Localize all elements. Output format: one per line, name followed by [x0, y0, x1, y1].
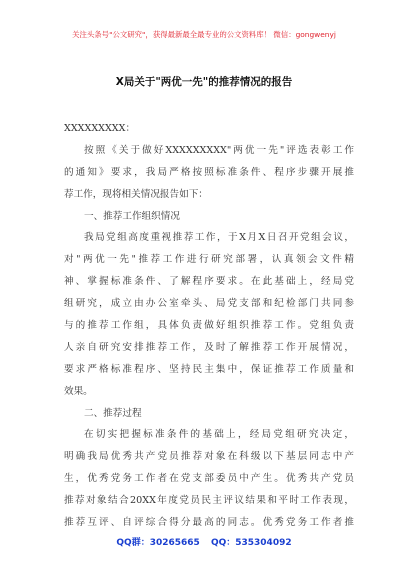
- body-line: 推荐互评、自评综合得分最高的同志。优秀党务工作者推: [64, 517, 354, 529]
- footer-contact: [0, 535, 408, 548]
- footer-qq: QQ：535304092: [210, 538, 292, 548]
- footer-qq-group: QQ群：30265665: [116, 538, 200, 548]
- section-heading: 二、推荐过程: [84, 407, 142, 419]
- document-body: [64, 118, 354, 534]
- body-line: 我局党组高度重视推荐工作，于X月X日召开党组会议，: [84, 232, 354, 244]
- body-line: 的通知》要求，我局严格按照标准条件、程序步骤开展推: [64, 166, 354, 178]
- body-line: 与的推荐工作组，具体负责做好组织推荐工作。党组负责: [64, 320, 354, 332]
- document-title: X局关于"两优一先"的推荐情况的报告: [115, 76, 293, 88]
- body-line: 推荐对象结合20XX年度党员民主评议结果和平时工作表现，: [64, 495, 354, 507]
- body-line: 生，优秀党务工作者在党支部委员中产生。优秀共产党员: [64, 473, 354, 485]
- body-line: 要求严格标准程序、坚持民主集中，保证推荐工作质量和: [64, 363, 354, 375]
- header-banner: 关注头条号"公文研究"，获得最新最全最专业的公文资料库！ 微信：gongwenyj: [72, 30, 336, 39]
- body-line: 组研究，成立由办公室牵头、局党支部和纪检部门共同参: [64, 298, 354, 310]
- body-line: 在切实把握标准条件的基础上，经局党组研究决定，: [84, 429, 354, 441]
- body-line: 人亲自研究安排推荐工作，及时了解推荐工作开展情况，: [64, 341, 354, 353]
- body-line: 神、掌握标准条件、了解程序要求。在此基础上，经局党: [64, 276, 354, 288]
- body-line: 明确我局优秀共产党员推荐对象在科级以下基层同志中产: [64, 451, 354, 463]
- body-line: 对"两优一先"推荐工作进行研究部署，认真领会文件精: [64, 254, 354, 266]
- salutation: XXXXXXXXX：: [64, 123, 136, 134]
- body-line: 按照《关于做好XXXXXXXXX"两优一先"评选表彰工作: [84, 144, 354, 156]
- section-heading: 一、推荐工作组织情况: [84, 210, 180, 222]
- body-line: 效果。: [64, 385, 93, 397]
- body-line: 荐工作，现将相关情况报告如下：: [64, 188, 208, 200]
